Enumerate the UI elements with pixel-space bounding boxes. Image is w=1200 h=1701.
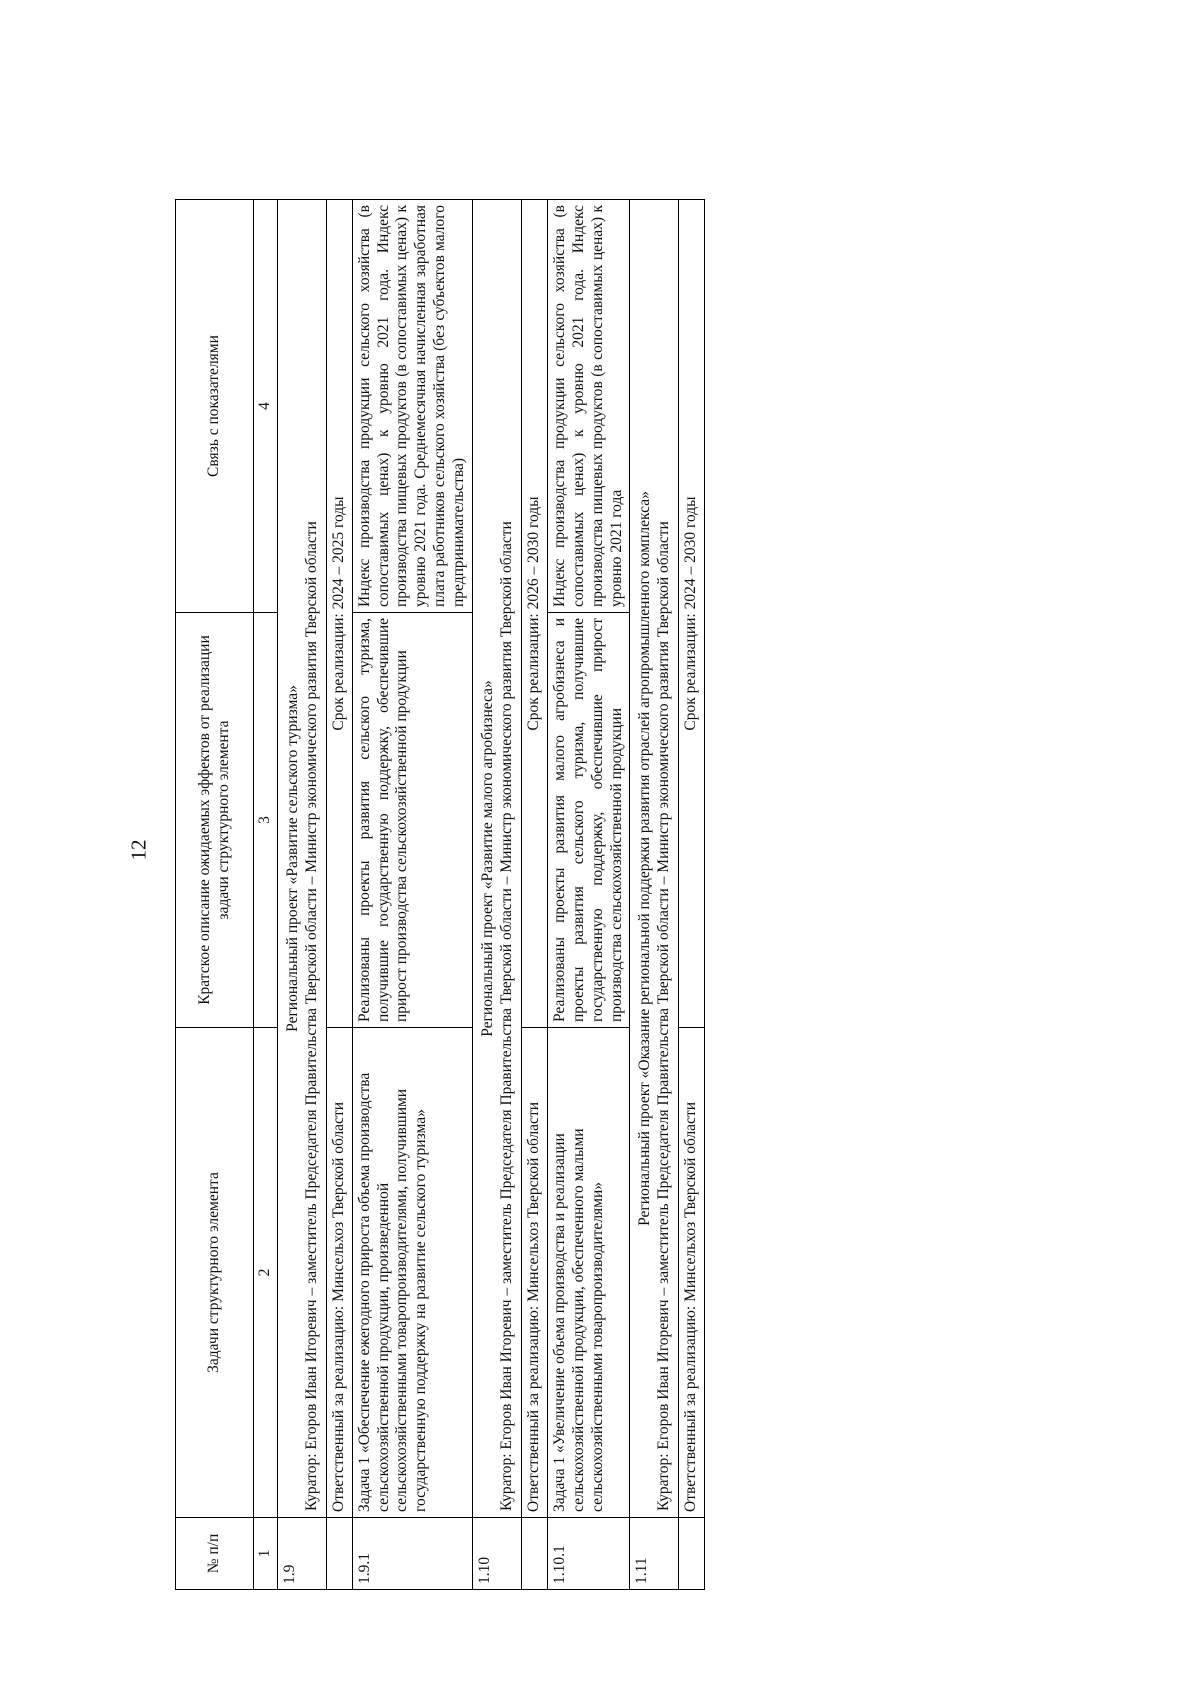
task-indicators: Индекс производства продукции сельского хозяйства (в сопоставимых ценах) к уровню 2021 года. Индекс производства пищевых продуктов (в сопоставимых ценах) к уровню 2021 года bbox=[547, 200, 630, 613]
project-row bbox=[277, 200, 326, 1590]
column-number: 1 bbox=[254, 1518, 278, 1590]
responsible-text: Ответственный за реализацию: Минсельхоз Тверской области bbox=[679, 1028, 705, 1518]
term-text: Срок реализации: 2024 – 2025 годы bbox=[326, 200, 352, 1028]
column-numbers-row bbox=[254, 200, 278, 1590]
task-indicators: Индекс производства продукции сельского хозяйства (в сопоставимых ценах) к уровню 2021 года. Индекс производства пищевых продуктов (в сопоставимых ценах) к уровню 2021 года. Среднемесячная начисленная заработная плата работников сельского хозяйства (без субъектов малого предпринимательства) bbox=[352, 200, 472, 613]
project-curator: Куратор: Егоров Иван Игоревич – заместитель Председателя Правительства Тверской области – Министр экономического развития Тверской области bbox=[655, 521, 673, 1511]
header-number: № п/п bbox=[176, 1518, 254, 1590]
column-number: 2 bbox=[254, 1028, 278, 1518]
project-title: Региональный проект «Оказание региональной поддержки развития отраслей агропромышленного комплекса» bbox=[636, 491, 654, 1226]
header-row bbox=[176, 200, 254, 1590]
column-number: 4 bbox=[254, 200, 278, 613]
section-number: 1.11 bbox=[630, 1518, 679, 1590]
rotated-landscape-page bbox=[175, 200, 925, 1590]
task-row bbox=[352, 200, 472, 1590]
responsible-text: Ответственный за реализацию: Минсельхоз Тверской области bbox=[326, 1028, 352, 1518]
term-text: Срок реализации: 2024 – 2030 годы bbox=[679, 200, 705, 1028]
structural-elements-table bbox=[175, 199, 705, 1590]
responsible-row bbox=[326, 200, 352, 1590]
term-text: Срок реализации: 2026 – 2030 годы bbox=[521, 200, 547, 1028]
project-row bbox=[473, 200, 522, 1590]
project-curator: Куратор: Егоров Иван Игоревич – заместитель Председателя Правительства Тверской области – Министр экономического развития Тверской области bbox=[302, 521, 320, 1511]
header-tasks: Задачи структурного элемента bbox=[176, 1028, 254, 1518]
project-title: Региональный проект «Развитие малого агробизнеса» bbox=[479, 680, 497, 1037]
responsible-row bbox=[521, 200, 547, 1590]
section-number: 1.10 bbox=[473, 1518, 522, 1590]
task-effects: Реализованы проекты развития малого агробизнеса и проекты развития сельского туризма, получившие государственную поддержку, обеспечившие прирост производства сельскохозяйственной продукции bbox=[547, 613, 630, 1028]
page-number: 12 bbox=[126, 839, 151, 861]
header-effects: Кратское описание ожидаемых эффектов от реализации задачи структурного элемента bbox=[176, 613, 254, 1028]
project-title: Региональный проект «Развитие сельского туризма» bbox=[283, 685, 301, 1032]
task-number: 1.10.1 bbox=[547, 1518, 630, 1590]
header-indicators: Связь с показателями bbox=[176, 200, 254, 613]
project-curator: Куратор: Егоров Иван Игоревич – заместитель Председателя Правительства Тверской области – Министр экономического развития Тверской области bbox=[497, 521, 515, 1511]
task-row bbox=[547, 200, 630, 1590]
responsible-row bbox=[679, 200, 705, 1590]
task-text: Задача 1 «Обеспечение ежегодного прироста объема производства сельскохозяйственной продукции, произведенной сельскохозяйственными товаропроизводителями, получившими государственную поддержку на развитие сельского туризма» bbox=[352, 1028, 472, 1518]
task-text: Задача 1 «Увеличение объема производства и реализации сельскохозяйственной продукции, обеспеченного малыми сельскохозяйственными товаропроизводителями» bbox=[547, 1028, 630, 1518]
task-effects: Реализованы проекты развития сельского туризма, получившие государственную поддержку, обеспечившие прирост производства сельскохозяйственной продукции bbox=[352, 613, 472, 1028]
task-number: 1.9.1 bbox=[352, 1518, 472, 1590]
responsible-text: Ответственный за реализацию: Минсельхоз Тверской области bbox=[521, 1028, 547, 1518]
column-number: 3 bbox=[254, 613, 278, 1028]
project-row bbox=[630, 200, 679, 1590]
section-number: 1.9 bbox=[277, 1518, 326, 1590]
